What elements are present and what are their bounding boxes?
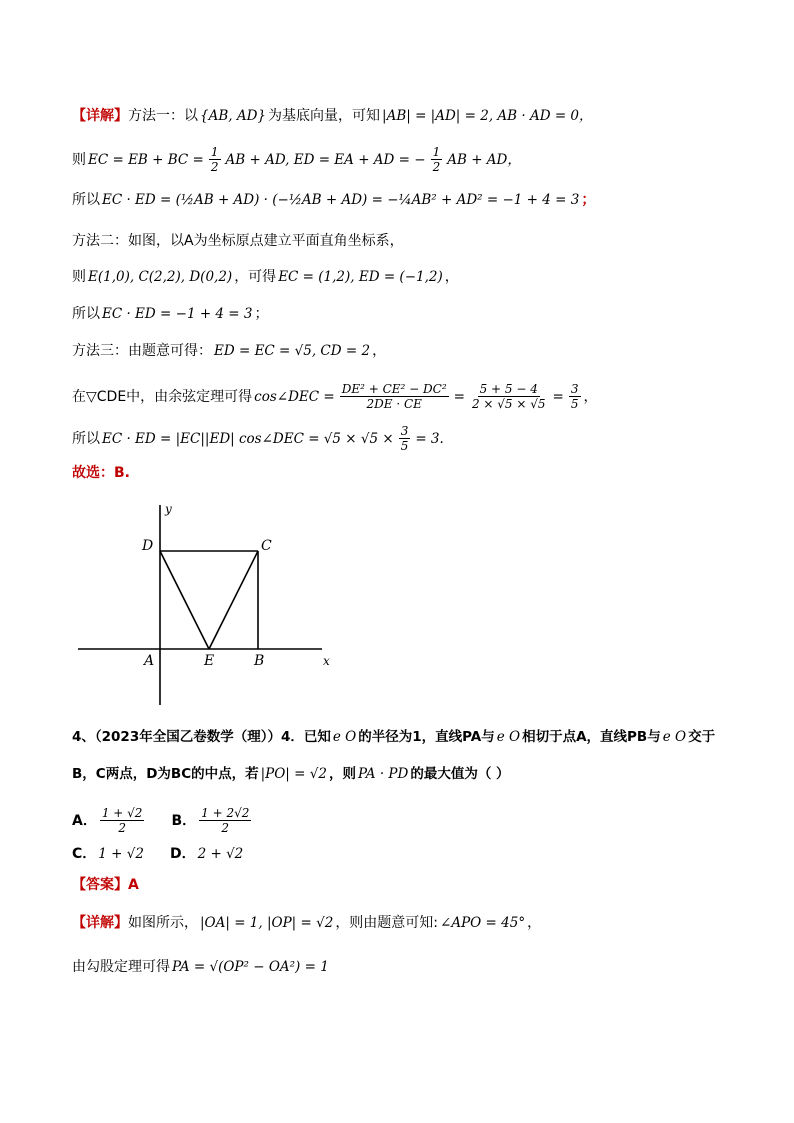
answer-tag: 【答案】	[72, 877, 128, 893]
label-a: A	[144, 653, 155, 669]
method1-line3	[72, 191, 595, 209]
method2-line2	[72, 268, 459, 286]
q4-line2-math2: PA · PD	[357, 766, 409, 782]
method1-line1	[72, 107, 595, 125]
method2-line3	[72, 305, 269, 323]
method1-line3-math: EC · ED = (½AB + AD) · (−½AB + AD) = −¼AB² + AD² = −1 + 4 = 3	[102, 192, 580, 208]
q4-line1-c: 相切于点A，直线PB与	[522, 729, 661, 745]
method1-line2	[72, 145, 523, 174]
q4-line1-circle3: e O	[662, 729, 687, 745]
label-x: x	[323, 654, 330, 668]
q4-line1-circle2: e O	[496, 729, 521, 745]
method3-line3-end: = 3.	[415, 430, 444, 447]
method2-line3-end: ；	[254, 306, 269, 322]
option-a-frac: $\frac{1 + √2}{2}$	[101, 806, 143, 835]
label-b: B	[254, 653, 265, 669]
method3-line1-prefix: 方法三：由题意可得：	[72, 343, 212, 359]
q4-detail-tag: 【详解】	[72, 915, 128, 931]
q4-options-ab	[72, 806, 254, 835]
method3-line2-eq: =	[453, 388, 465, 405]
method2-line3-math: EC · ED = −1 + 4 = 3	[102, 306, 253, 322]
segment-ec	[209, 551, 258, 649]
option-b-frac: $\frac{1 + 2√2}{2}$	[201, 806, 250, 835]
method1-line2-frac2: $\frac{1}{2}$	[432, 145, 441, 174]
label-c: C	[261, 538, 272, 554]
method3-line1-end: ，	[372, 343, 387, 359]
method1-prefix: 方法一：以	[128, 108, 198, 124]
q4-detail-math: |OA| = 1, |OP| = √2	[200, 915, 334, 931]
method3-line2-end: ，	[583, 388, 598, 405]
method3-line3-math: EC · ED = |EC||ED| cos∠DEC = √5 × √5 ×	[102, 430, 394, 447]
q4-line1-a: 4、（2023年全国乙卷数学（理））4．已知	[72, 729, 331, 745]
q4-last-line	[72, 958, 331, 976]
option-c-label: C．	[72, 846, 97, 862]
label-d: D	[142, 538, 154, 554]
method1-line3-prefix: 所以	[72, 192, 100, 208]
method2-line1	[72, 232, 404, 250]
answer-value: A	[128, 877, 139, 893]
method3-line2-frac: $\frac{\text{DE² + CE² − DC²}}{2DE \cdot CE}$	[341, 382, 447, 411]
method1-basis: {AB, AD}	[200, 108, 267, 124]
method1-line2-rest: AB + AD, ED = EA + AD = −	[225, 151, 426, 168]
method2-line3-prefix: 所以	[72, 306, 100, 322]
q4-line2-b: ，则	[328, 766, 356, 782]
q4-line1-d: 交于	[688, 729, 716, 745]
method1-line2-frac: $\frac{1}{2}$	[210, 145, 219, 174]
option-b-label: B．	[171, 812, 197, 829]
method2-line2-math2: EC = (1,2), ED = (−1,2)	[278, 269, 443, 285]
answer-line	[72, 876, 139, 894]
option-a-label: A．	[72, 812, 97, 829]
q4-detail-line	[72, 914, 541, 932]
q4-detail-a: 如图所示，	[128, 915, 198, 931]
q4-line2-c: 的最大值为（ ）	[410, 766, 510, 782]
method3-line2	[72, 382, 598, 411]
method3-line1	[72, 342, 386, 360]
q4-line2-a: B，C两点，D为BC的中点，若	[72, 766, 259, 782]
method3-line3-prefix: 所以	[72, 430, 100, 447]
label-e: E	[204, 653, 215, 669]
q4-detail-end: ，	[527, 915, 542, 931]
segment-de	[160, 551, 209, 649]
method2-line2-mid: ，可得	[234, 269, 277, 285]
method3-line2-math: cos∠DEC =	[254, 388, 335, 405]
option-d-label: D．	[169, 846, 196, 862]
method1-basis-text: 为基底向量，可知	[268, 108, 381, 124]
q4-line1-b: 的半径为1，直线PA与	[358, 729, 495, 745]
method1-known: |AB| = |AD| = 2, AB · AD = 0，	[382, 108, 593, 124]
q4-line2	[72, 765, 510, 783]
q4-last-math: PA = √(OP² − OA²) = 1	[172, 959, 329, 975]
method2-line2-math: E(1,0), C(2,2), D(0,2)	[88, 269, 233, 285]
q4-detail-b: ，则由题意可知:	[335, 915, 439, 931]
q4-last-prefix: 由勾股定理可得	[72, 959, 170, 975]
method1-line2-math: EC = EB + BC =	[88, 151, 204, 168]
method3-line3	[72, 424, 446, 453]
detail-tag: 【详解】	[72, 108, 128, 124]
coordinate-figure	[70, 495, 350, 710]
q4-line2-math: |PO| = √2	[260, 766, 327, 782]
method3-line2-frac3: $\frac{3}{5}$	[570, 382, 579, 411]
q4-line1	[72, 728, 715, 746]
label-y: y	[165, 502, 172, 516]
method2-line1-text: 方法二：如图，以A为坐标原点建立平面直角坐标系，	[72, 233, 404, 249]
method3-line2-eq2: =	[552, 388, 564, 405]
q4-options-cd	[72, 845, 245, 863]
method2-line2-end: ，	[444, 269, 459, 285]
q4-line1-circle: e O	[332, 729, 357, 745]
method3-line1-math: ED = EC = √5, CD = 2	[214, 343, 371, 359]
method1-line2-prefix: 则	[72, 151, 86, 168]
method1-line3-end: ；	[581, 192, 596, 208]
option-d-value: 2 + √2	[197, 846, 244, 862]
method3-line3-frac: $\frac{3}{5}$	[400, 424, 409, 453]
option-c-value: 1 + √2	[98, 846, 144, 862]
method3-line2-prefix: 在▽CDE中，由余弦定理可得	[72, 388, 253, 405]
choose-line	[72, 464, 130, 482]
q4-detail-math2: ∠APO = 45°	[440, 915, 526, 931]
method2-line2-prefix: 则	[72, 269, 86, 285]
method1-line2-rest2: AB + AD，	[447, 151, 521, 168]
choose-text: 故选：B.	[72, 465, 130, 481]
method3-line2-frac2: $\frac{5 + 5 - 4}{2 \times √5 \times √5}$	[471, 382, 546, 411]
